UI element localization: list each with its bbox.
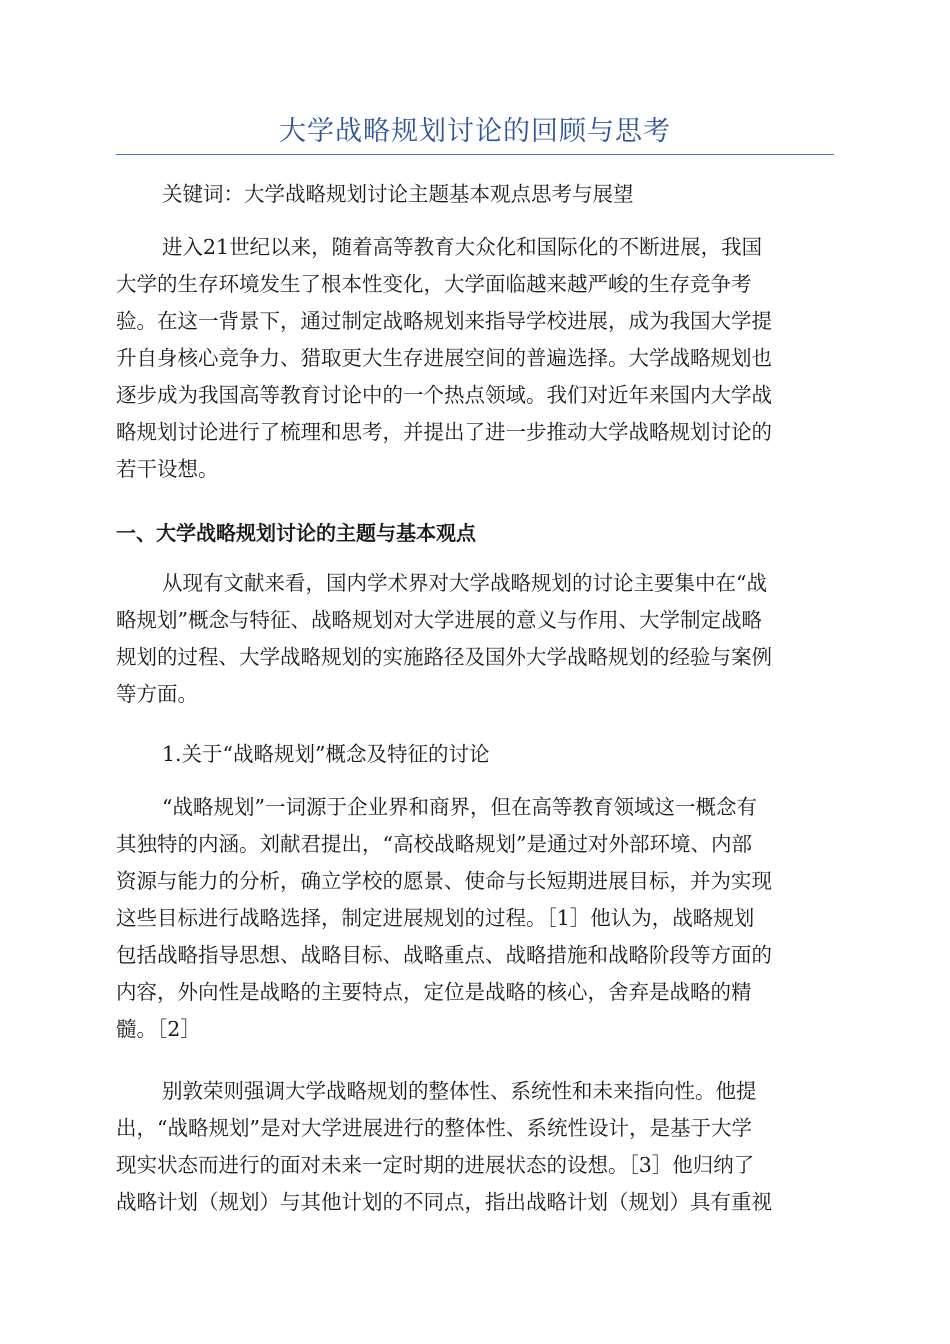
paragraph-line: 包括战略指导思想、战略目标、战略重点、战略措施和战略阶段等方面的 [116,943,772,967]
paragraph-concept [116,789,834,1048]
paragraph-line: “战略规划”一词源于企业界和商界，但在高等教育领域这一概念有 [162,795,757,819]
paragraph-line: 若干设想。 [116,457,219,481]
paragraph-line: 现实状态而进行的面对未来一定时期的进展状态的设想。［3］他归纳了 [116,1153,755,1177]
paragraph-line: 等方面。 [116,682,198,706]
paragraph-line: 验。在这一背景下，通过制定战略规划来指导学校进展，成为我国大学提 [116,309,772,333]
paragraph-line: 从现有文献来看，国内学术界对大学战略规划的讨论主要集中在“战 [162,571,767,595]
paragraph-line: 升自身核心竞争力、猎取更大生存进展空间的普遍选择。大学战略规划也 [116,346,772,370]
keywords-line: 关键词：大学战略规划讨论主题基本观点思考与展望 [162,182,634,206]
paragraph-line: 其独特的内涵。刘献君提出，“高校战略规划”是通过对外部环境、内部 [116,832,752,856]
paragraph-line: 这些目标进行战略选择，制定进展规划的过程。［1］他认为，战略规划 [116,906,755,930]
title-underline-rule [116,154,834,155]
paragraph-line: 略规划”概念与特征、战略规划对大学进展的意义与作用、大学制定战略 [116,608,762,632]
paragraph-line: 战略计划（规划）与其他计划的不同点，指出战略计划（规划）具有重视 [116,1190,772,1214]
paragraph-line: 内容，外向性是战略的主要特点，定位是战略的核心，舍弃是战略的精 [116,980,752,1004]
document-title: 大学战略规划讨论的回顾与思考 [279,116,671,147]
paragraph-line: 逐步成为我国高等教育讨论中的一个热点领域。我们对近年来国内大学战 [116,383,772,407]
paragraph-intro [116,229,834,488]
section-heading-1: 一、大学战略规划讨论的主题与基本观点 [116,521,476,545]
paragraph-line: 进入21世纪以来，随着高等教育大众化和国际化的不断进展，我国 [162,235,763,259]
paragraph-line: 大学的生存环境发生了根本性变化，大学面临越来越严峻的生存竞争考 [116,272,752,296]
paragraph-line: 规划的过程、大学战略规划的实施路径及国外大学战略规划的经验与案例 [116,645,772,669]
paragraph-line: 髓。［2］ [116,1017,201,1041]
paragraph-literature [116,565,834,713]
paragraph-line: 出，“战略规划”是对大学进展进行的整体性、系统性设计，是基于大学 [116,1116,752,1140]
paragraph-bie-dunrong [116,1073,834,1221]
paragraph-line: 资源与能力的分析，确立学校的愿景、使命与长短期进展目标，并为实现 [116,869,772,893]
subsection-heading-1: 1.关于“战略规划”概念及特征的讨论 [162,742,490,766]
paragraph-line: 略规划讨论进行了梳理和思考，并提出了进一步推动大学战略规划讨论的 [116,420,772,444]
paragraph-line: 别敦荣则强调大学战略规划的整体性、系统性和未来指向性。他提 [162,1079,757,1103]
